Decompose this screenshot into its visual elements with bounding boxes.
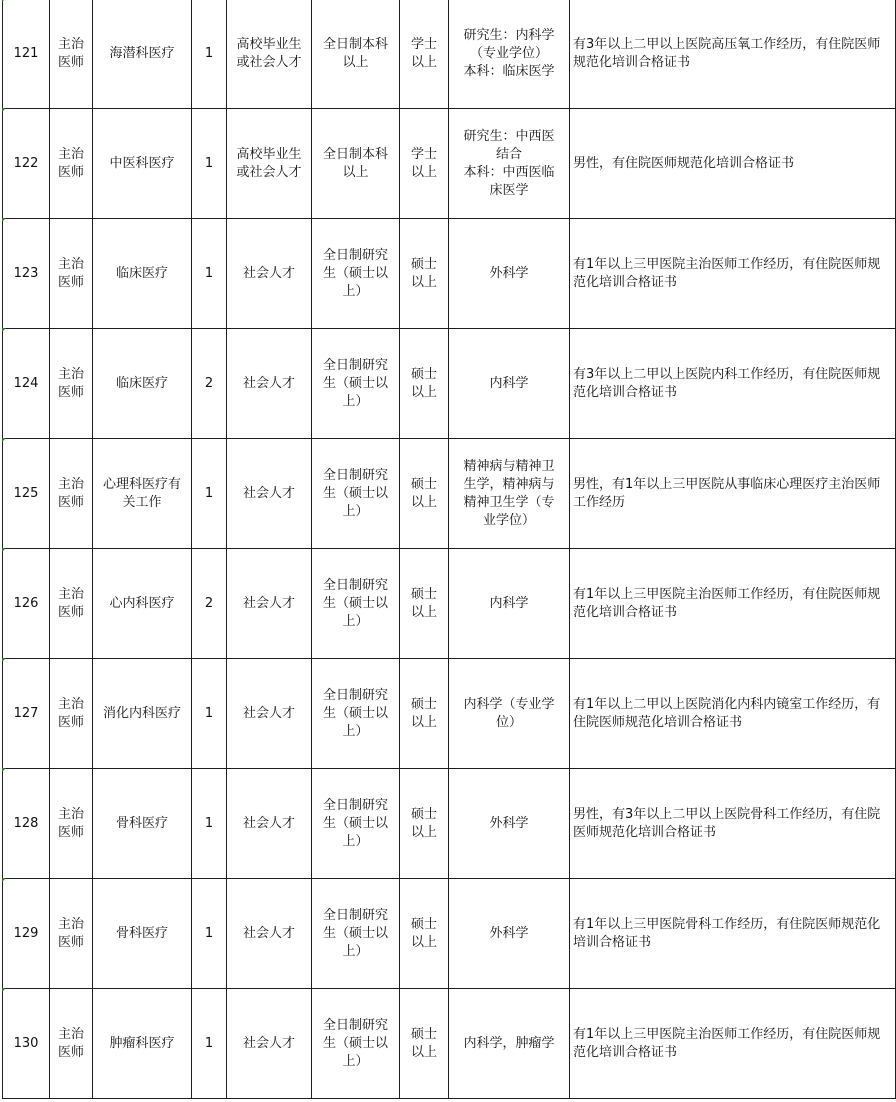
job-title-cell: 主治 医师 xyxy=(50,219,93,329)
education-cell: 全日制研究 生（硕士以 上） xyxy=(312,219,400,329)
job-title-cell: 主治 医师 xyxy=(50,329,93,439)
degree-cell: 硕士 以上 xyxy=(400,989,449,1099)
requirement-cell: 有1年以上三甲医院主治医师工作经历，有住院医师规范化培训合格证书 xyxy=(570,219,896,329)
headcount-cell: 1 xyxy=(192,989,227,1099)
headcount-cell: 1 xyxy=(192,439,227,549)
degree-cell: 硕士 以上 xyxy=(400,329,449,439)
table-row xyxy=(3,0,896,109)
candidate-source-cell: 社会人才 xyxy=(227,219,312,329)
post-name-cell: 肿瘤科医疗 xyxy=(93,989,192,1099)
post-name-cell: 心内科医疗 xyxy=(93,549,192,659)
major-cell: 内科学 xyxy=(449,549,570,659)
row-number-cell: 124 xyxy=(3,329,50,439)
post-name-cell: 消化内科医疗 xyxy=(93,659,192,769)
requirement-cell: 男性，有住院医师规范化培训合格证书 xyxy=(570,109,896,219)
job-title-cell: 主治 医师 xyxy=(50,769,93,879)
row-number-cell: 123 xyxy=(3,219,50,329)
post-name-cell: 海潜科医疗 xyxy=(93,0,192,109)
headcount-cell: 1 xyxy=(192,659,227,769)
major-cell: 精神病与精神卫 生学，精神病与 精神卫生学（专 业学位） xyxy=(449,439,570,549)
degree-cell: 硕士 以上 xyxy=(400,439,449,549)
headcount-cell: 1 xyxy=(192,0,227,109)
requirement-cell: 有1年以上三甲医院骨科工作经历，有住院医师规范化培训合格证书 xyxy=(570,879,896,989)
candidate-source-cell: 社会人才 xyxy=(227,549,312,659)
job-title-cell: 主治 医师 xyxy=(50,439,93,549)
table-row xyxy=(3,219,896,329)
job-title-cell: 主治 医师 xyxy=(50,989,93,1099)
major-cell: 研究生：内科学 （专业学位） 本科：临床医学 xyxy=(449,0,570,109)
education-cell: 全日制本科 以上 xyxy=(312,109,400,219)
post-name-cell: 心理科医疗有 关工作 xyxy=(93,439,192,549)
post-name-cell: 临床医疗 xyxy=(93,219,192,329)
table-row xyxy=(3,659,896,769)
degree-cell: 硕士 以上 xyxy=(400,219,449,329)
education-cell: 全日制研究 生（硕士以 上） xyxy=(312,879,400,989)
major-cell: 研究生：中西医 结合 本科：中西医临 床医学 xyxy=(449,109,570,219)
candidate-source-cell: 社会人才 xyxy=(227,439,312,549)
candidate-source-cell: 社会人才 xyxy=(227,769,312,879)
headcount-cell: 1 xyxy=(192,879,227,989)
candidate-source-cell: 社会人才 xyxy=(227,879,312,989)
education-cell: 全日制研究 生（硕士以 上） xyxy=(312,549,400,659)
major-cell: 内科学，肿瘤学 xyxy=(449,989,570,1099)
major-cell: 外科学 xyxy=(449,769,570,879)
row-number-cell: 122 xyxy=(3,109,50,219)
candidate-source-cell: 社会人才 xyxy=(227,659,312,769)
table-row xyxy=(3,549,896,659)
degree-cell: 学士 以上 xyxy=(400,109,449,219)
requirement-cell: 男性，有1年以上三甲医院从事临床心理医疗主治医师工作经历 xyxy=(570,439,896,549)
major-cell: 外科学 xyxy=(449,219,570,329)
degree-cell: 硕士 以上 xyxy=(400,879,449,989)
row-number-cell: 129 xyxy=(3,879,50,989)
job-title-cell: 主治 医师 xyxy=(50,109,93,219)
major-cell: 内科学（专业学 位） xyxy=(449,659,570,769)
job-title-cell: 主治 医师 xyxy=(50,549,93,659)
requirement-cell: 有3年以上二甲以上医院内科工作经历，有住院医师规范化培训合格证书 xyxy=(570,329,896,439)
post-name-cell: 骨科医疗 xyxy=(93,769,192,879)
row-number-cell: 121 xyxy=(3,0,50,109)
table-body xyxy=(3,0,896,1099)
row-number-cell: 128 xyxy=(3,769,50,879)
major-cell: 外科学 xyxy=(449,879,570,989)
education-cell: 全日制研究 生（硕士以 上） xyxy=(312,769,400,879)
row-number-cell: 126 xyxy=(3,549,50,659)
table-row xyxy=(3,879,896,989)
education-cell: 全日制本科 以上 xyxy=(312,0,400,109)
candidate-source-cell: 高校毕业生 或社会人才 xyxy=(227,109,312,219)
education-cell: 全日制研究 生（硕士以 上） xyxy=(312,329,400,439)
candidate-source-cell: 社会人才 xyxy=(227,989,312,1099)
job-title-cell: 主治 医师 xyxy=(50,0,93,109)
requirement-cell: 有3年以上二甲以上医院高压氧工作经历，有住院医师规范化培训合格证书 xyxy=(570,0,896,109)
degree-cell: 硕士 以上 xyxy=(400,549,449,659)
job-title-cell: 主治 医师 xyxy=(50,879,93,989)
major-cell: 内科学 xyxy=(449,329,570,439)
degree-cell: 学士 以上 xyxy=(400,0,449,109)
row-number-cell: 130 xyxy=(3,989,50,1099)
post-name-cell: 临床医疗 xyxy=(93,329,192,439)
recruitment-table xyxy=(2,0,896,1099)
requirement-cell: 有1年以上三甲医院主治医师工作经历，有住院医师规范化培训合格证书 xyxy=(570,989,896,1099)
headcount-cell: 1 xyxy=(192,109,227,219)
post-name-cell: 骨科医疗 xyxy=(93,879,192,989)
education-cell: 全日制研究 生（硕士以 上） xyxy=(312,439,400,549)
headcount-cell: 2 xyxy=(192,329,227,439)
education-cell: 全日制研究 生（硕士以 上） xyxy=(312,659,400,769)
headcount-cell: 2 xyxy=(192,549,227,659)
candidate-source-cell: 高校毕业生 或社会人才 xyxy=(227,0,312,109)
degree-cell: 硕士 以上 xyxy=(400,659,449,769)
requirement-cell: 男性，有3年以上二甲以上医院骨科工作经历，有住院医师规范化培训合格证书 xyxy=(570,769,896,879)
post-name-cell: 中医科医疗 xyxy=(93,109,192,219)
table-row xyxy=(3,329,896,439)
degree-cell: 硕士 以上 xyxy=(400,769,449,879)
job-title-cell: 主治 医师 xyxy=(50,659,93,769)
table-row xyxy=(3,439,896,549)
table-row xyxy=(3,769,896,879)
table-row xyxy=(3,109,896,219)
headcount-cell: 1 xyxy=(192,769,227,879)
row-number-cell: 127 xyxy=(3,659,50,769)
headcount-cell: 1 xyxy=(192,219,227,329)
requirement-cell: 有1年以上三甲医院主治医师工作经历，有住院医师规范化培训合格证书 xyxy=(570,549,896,659)
requirement-cell: 有1年以上二甲以上医院消化内科内镜室工作经历，有住院医师规范化培训合格证书 xyxy=(570,659,896,769)
candidate-source-cell: 社会人才 xyxy=(227,329,312,439)
table-row xyxy=(3,989,896,1099)
education-cell: 全日制研究 生（硕士以 上） xyxy=(312,989,400,1099)
row-number-cell: 125 xyxy=(3,439,50,549)
